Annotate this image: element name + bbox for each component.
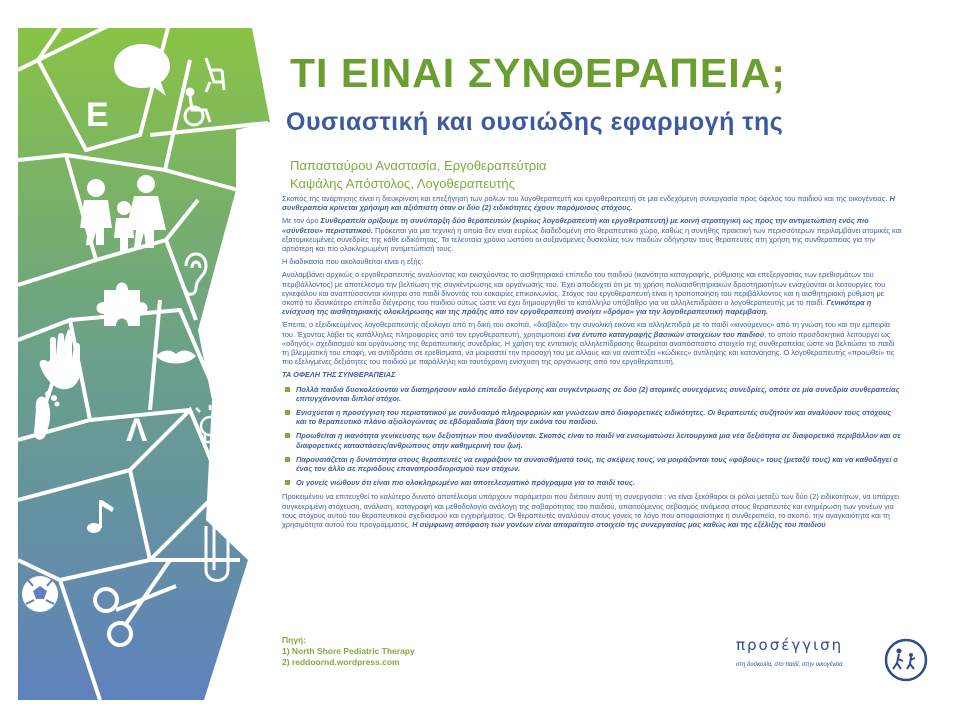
logo-tagline: στη δυσκολία, στο παιδί, στην οικογένεια — [736, 662, 843, 668]
letter-lambda-icon: Λ — [126, 412, 148, 448]
page-subtitle: Ουσιαστική και ουσιώδης εφαρμογή της — [286, 108, 784, 136]
list-item: Οι γονείς νιώθουν ότι είναι πιο ολοκληρωμένο και αποτελεσματικό πρόγραμμα για το παιδί τους. — [296, 478, 902, 487]
list-item: Ενισχύεται η προσέγγιση του περιστατικού με συνδυασμό πληροφοριών και γνώσεων από διαφορετικές ειδικότητες. Οι θεραπευτές συζητούν και αναλύουν τους στόχους και το θεραπευτικό πλάνο αξιολογώντας σε εβδομαδιαία βάση την εικόνα του παιδιού. — [296, 408, 902, 426]
author-line: Παπασταύρου Αναστασία, Εργοθεραπεύτρια — [290, 158, 547, 173]
sources-heading: Πηγή: — [282, 635, 307, 645]
page-title: ΤΙ ΕΙΝΑΙ ΣΥΝΘΕΡΑΠΕΙΑ; — [290, 50, 786, 96]
brand-logo — [736, 636, 936, 686]
benefits-list — [282, 385, 902, 488]
source-item: 1) North Shore Pediatric Therapy — [282, 646, 415, 656]
sources — [282, 635, 415, 668]
article-body — [282, 194, 902, 533]
source-item: 2) reddoornd.wordpress.com — [282, 657, 400, 667]
definition-paragraph: Με τον όρο Συνθεραπεία ορίζουμε τη συνύπαρξη δύο θεραπευτών (κυρίως λογοθεραπευτή και εργοθεραπευτή) με κοινή στρατηγική ως προς την αντιμετώπιση ενός πιο «σύνθετου» περιστατικού. Πρόκειται για μια τεχνική η οποία δεν είναι ευρέως διαδεδομένη στο θεραπευτικό χώρο, καθώς η συνήθης πρακτική των περισσότερων περιλαμβάνει ατομικές και εξατομικευμένες συνεδρίες της κάθε ειδικότητας. Τα τελευταία χρόνια ωστόσο οι αυξανόμενες δυσκολίες των παιδιών οδήγησαν τους θεραπευτές στη χρήση της συνθεραπείας για την αρτιότερη και πιο ολοκληρωμένη αντιμετώπισή τους. — [282, 216, 902, 254]
ot-paragraph: Αναλαμβάνει αρχικώς ο εργοθεραπευτής αναλύοντας και ενισχύοντας το αισθητηριακό επίπεδο του παιδιού (ικανότητα καταγραφής, ρύθμισης και επεξεργασίας των ερεθισμάτων του περιβάλλοντος) με αποτέλεσμα την βελτίωση της συγκέντρωσης και οργάνωσής του. Έχει αποδειχτεί ότι με τη χρήση πολυαισθητηριακών δραστηριοτήτων ενισχύονται οι λειτουργίες του εγκεφάλου και αναπτύσσονται κίνητρα στο παιδί δίνοντάς του ευκαιρίες επικοινωνίας. Στόχος του εργοθεραπευτή είναι η τροποποίηση του περιβάλλοντος και η αισθητηριακή ρύθμιση με σκοπό το ιδανικότερο επίπεδο διέγερσης του παιδιού ούτως ώστε να έχει δημιουργηθεί το κατάλληλο υπόβαθρο για να αλληλεπιδράσει ο λογοθεραπευτής με το παιδί. Γενικότερα η ενίσχυση της αισθητηριακής ολοκλήρωσης και της πράξης από τον εργοθεραπευτή ανοίγει «δρόμο» για την λογοθεραπευτική παρέμβαση. — [282, 270, 886, 317]
closing-paragraph: Προκειμένου να επιτευχθεί το καλύτερο δυνατό αποτέλεσμα υπάρχουν παράμετροι που διέπουν αυτή τη συνεργασία : να είναι ξεκάθαροι οι ρόλοι μεταξύ των δύο (2) ειδικοτήτων, να υπάρχει συγκεκριμένη στόχευση, ανάλυση, καταγραφή και μεθοδολογία ανάλογη της σοβαρότητας του παιδιού, απαιτούμενος σεβασμός ανάμεσα στους θεραπευτές και ενημέρωση των γονέων για τους στόχους αυτού του θεραπευτικού σχεδιασμού και εγχειρήματος. Οι θεραπευτές αναλύουν στους γονείς το λόγο που αποφασίστηκε η συνθεραπεία, το σκοπό, την αναγκαιότητα και τη χρησιμότητα αυτού του προγράμματος. Η σύμφωνη απόφαση των γονέων είναι απαραίτητο στοιχείο της συνεργασίας μας καθώς και της εξέλιξης του παιδιού — [282, 492, 899, 530]
author-line: Καψάλης Απόστολος, Λογοθεραπευτής — [290, 176, 515, 191]
triangle-icon — [234, 520, 246, 540]
slp-paragraph: Έπειτα, ο εξειδικευμένος λογοθεραπευτής αξιολογεί από τη δική του σκοπιά, «διαβάζει» την συνολική εικόνα και αλληλεπιδρά με το παιδί «κινούμενος» από τη γνώση του και την εμπειρία του. Έχοντας λάβει τις κατάλληλες πληροφορίες από τον εργοθεραπευτή, χρησιμοποιεί ένα έντυπο καταγραφής βασικών στοιχείων του παιδιού, το οποίο προσδοκητικά λειτουργεί ως «οδηγός» σχεδιασμού και οργάνωσης της θεραπευτικής συνεδρίας. Η χρήση της εντατικής αλληλεπίδρασης θεωρείται αναπόσπαστο στοιχείο της συνθεραπείας ώστε να βελτιώσει το παιδί τη βλεμματική του επαφή, να αντιδράσει σε ερεθίσματα, να μοιραστεί την προσοχή του με άλλους και να αναπτύξει «κώδικες» αντίληψης και κατανόησης. Ο λογοθεραπευτής «προωθεί» τις πιο εξελιγμένες δεξιότητες του παιδιού με παράλληλη και ταυτόχρονη ενίσχυση της οργάνωσης από τον εργοθεραπευτή. — [282, 320, 895, 367]
list-item: Προωθείται η ικανότητα γενίκευσης των δεξιοτήτων που αναδύονται. Σκοπός είναι το παιδί να ενσωματώσει λειτουργικά μια νέα δεξιότητα σε διαφορετικό περιβάλλον και σε διαφορετικές καταστάσεις/ανθρώπους στην καθημερινή του ζωή. — [296, 431, 901, 450]
intro-paragraph: Σκοπός της ανάρτησης είναι η διευκρίνιση και επεξήγηση των ρόλων του λογοθεραπευτή και εργοθεραπευτή σε μια ενδεχόμενη συνεργασία προς όφελος του παιδιού και της οικογένειας. Η συνθεραπεία κρίνεται χρήσιμη και αξιόπιστη όταν οι δύο (2) ειδικότητες έχουν παρόμοιους στόχους. — [282, 194, 895, 213]
list-item: Πολλά παιδιά δυσκολεύονται να διατηρήσουν καλό επίπεδο διέγερσης και συγκέντρωσης σε δύο (2) ατομικές συνεχόμενες συνεδρίες, οπότε σε μία συνεδρία συνθεραπείας επιτυγχάνονται διπλοί στόχοι. — [296, 385, 902, 403]
list-item: Παρουσιάζεται η δυνατότητα στους θεραπευτές να εκφράζουν τα συναισθήματά τους, τις σκέψεις τους, να μοιράζονται τους «φόβους» τους (μεταξύ τους) και να καθοδηγεί ο ένας τον άλλο σε περιόδους επαναπροσδιορισμού των στόχων. — [296, 455, 902, 473]
family-run-icon — [884, 638, 928, 682]
logo-name: προσέγγιση — [736, 636, 844, 654]
benefits-heading: ΤΑ ΟΦΕΛΗ ΤΗΣ ΣΥΝΘΕΡΑΠΕΙΑΣ — [282, 370, 396, 380]
letter-e-icon: Ε — [86, 96, 109, 134]
process-heading: Η διαδικασία που ακολουθείται είναι η εξής: — [282, 257, 424, 267]
soccer-ball-icon — [22, 576, 58, 612]
